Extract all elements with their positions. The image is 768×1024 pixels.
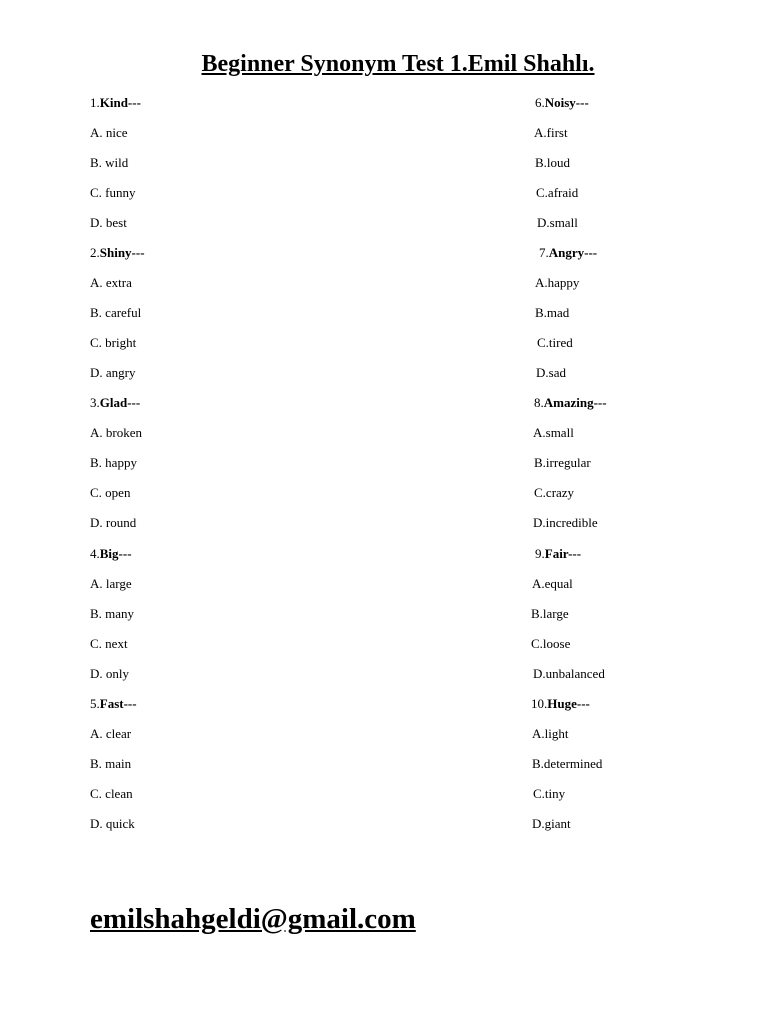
question-number: 3. <box>90 395 100 410</box>
option-3c: C. open <box>90 485 131 500</box>
option-6d: D.small <box>537 215 578 230</box>
question-1 <box>90 94 141 112</box>
option-2c: C. bright <box>90 335 137 350</box>
option-1d: D. best <box>90 215 127 230</box>
question-number: 6. <box>535 95 545 110</box>
option-4b: B. many <box>90 606 135 621</box>
question-8 <box>534 394 607 412</box>
question-word: Fair--- <box>544 546 582 561</box>
question-number: 5. <box>90 696 100 711</box>
question-word: Kind--- <box>99 95 141 110</box>
question-word: Noisy--- <box>544 95 589 110</box>
option-1b: B. wild <box>90 155 129 170</box>
option-8d: D.incredible <box>533 515 598 530</box>
option-3b: B. happy <box>90 455 137 470</box>
option-7a: A.happy <box>535 275 580 290</box>
option-6b: B.loud <box>535 155 571 170</box>
option-4d: D. only <box>90 666 129 681</box>
option-2a: A. extra <box>90 275 132 290</box>
question-10 <box>531 695 590 713</box>
option-2b: B. careful <box>90 305 142 320</box>
option-10a: A.light <box>532 726 569 741</box>
option-9c: C.loose <box>531 636 571 651</box>
option-9a: A.equal <box>532 576 573 591</box>
option-5b: B. main <box>90 756 132 771</box>
question-word: Glad--- <box>99 395 141 410</box>
question-number: 7. <box>539 245 549 260</box>
question-word: Shiny--- <box>99 245 145 260</box>
question-7 <box>539 244 597 262</box>
question-word: Fast--- <box>99 696 137 711</box>
question-number: 9. <box>535 546 545 561</box>
question-3 <box>90 394 140 412</box>
option-5a: A. clear <box>90 726 132 741</box>
option-10c: C.tiny <box>533 786 566 801</box>
question-9 <box>535 545 581 563</box>
option-3d: D. round <box>90 515 137 530</box>
option-1a: A. nice <box>90 125 128 140</box>
option-4c: C. next <box>90 636 128 651</box>
question-2 <box>90 244 145 262</box>
option-5c: C. clean <box>90 786 133 801</box>
option-7c: C.tired <box>537 335 573 350</box>
option-7d: D.sad <box>536 365 566 380</box>
question-number: 8. <box>534 395 544 410</box>
option-9d: D.unbalanced <box>533 666 605 681</box>
question-number: 10. <box>531 696 548 711</box>
question-4 <box>90 545 132 563</box>
question-word: Big--- <box>99 546 132 561</box>
option-8b: B.irregular <box>534 455 591 470</box>
email-link[interactable]: emilshahgeldi@gmail.com <box>90 903 416 935</box>
question-word: Amazing--- <box>543 395 607 410</box>
option-5d: D. quick <box>90 816 135 831</box>
option-10b: B.determined <box>532 756 603 771</box>
question-6 <box>535 94 589 112</box>
option-9b: B.large <box>531 606 569 621</box>
question-number: 1. <box>90 95 100 110</box>
question-number: 2. <box>90 245 100 260</box>
option-3a: A. broken <box>90 425 142 440</box>
option-6a: A.first <box>534 125 568 140</box>
question-word: Angry--- <box>548 245 598 260</box>
question-5 <box>90 695 137 713</box>
page-title: Beginner Synonym Test 1.Emil Shahlı. <box>201 51 595 77</box>
option-8a: A.small <box>533 425 574 440</box>
question-word: Huge--- <box>547 696 590 711</box>
option-1c: C. funny <box>90 185 136 200</box>
option-8c: C.crazy <box>534 485 575 500</box>
option-2d: D. angry <box>90 365 136 380</box>
option-6c: C.afraid <box>536 185 579 200</box>
question-number: 4. <box>90 546 100 561</box>
option-10d: D.giant <box>532 816 571 831</box>
option-4a: A. large <box>90 576 132 591</box>
option-7b: B.mad <box>535 305 570 320</box>
